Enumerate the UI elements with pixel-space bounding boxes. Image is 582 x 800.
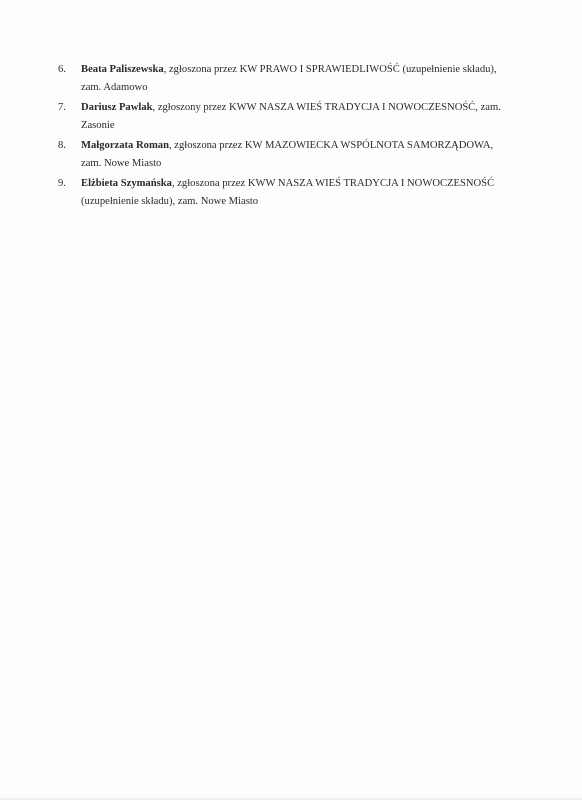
item-number: 6. — [58, 64, 66, 75]
item-number: 7. — [58, 102, 66, 113]
page-edge — [0, 796, 582, 800]
member-residence: zam. Nowe Miasto — [81, 158, 162, 169]
member-details: , zgłoszona przez KWW NASZA WIEŚ TRADYCJA I NOWOCZESNOŚĆ — [171, 178, 495, 189]
member-name: Elżbieta Szymańska — [81, 178, 172, 189]
list-item — [58, 99, 528, 135]
member-residence: zam. Adamowo — [81, 82, 148, 93]
member-residence: (uzupełnienie składu), zam. Nowe Miasto — [81, 196, 259, 207]
member-name: Małgorzata Roman — [81, 140, 169, 151]
list-item — [58, 175, 528, 211]
item-number: 9. — [58, 178, 66, 189]
commission-member-list — [58, 61, 528, 213]
member-details: , zgłoszona przez KW MAZOWIECKA WSPÓLNOTA SAMORZĄDOWA, — [168, 140, 494, 151]
member-name: Dariusz Pawlak — [81, 102, 153, 113]
item-number: 8. — [58, 140, 66, 151]
member-residence: Zasonie — [81, 120, 115, 131]
member-name: Beata Paliszewska — [81, 64, 164, 75]
list-item — [58, 61, 528, 97]
list-item — [58, 137, 528, 173]
member-details: , zgłoszony przez KWW NASZA WIEŚ TRADYCJA I NOWOCZESNOŚĆ, zam. — [152, 102, 501, 113]
member-details: , zgłoszona przez KW PRAWO I SPRAWIEDLIWOŚĆ (uzupełnienie składu), — [163, 64, 497, 75]
